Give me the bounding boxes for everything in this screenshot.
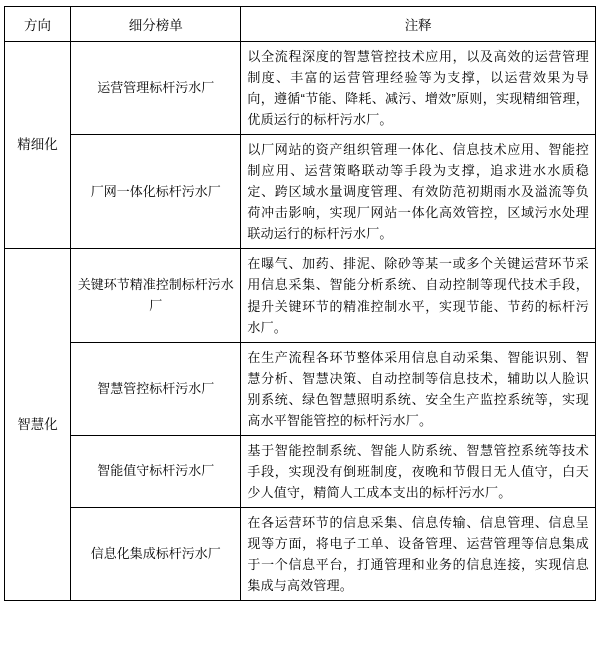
table-row bbox=[5, 507, 596, 600]
note-text: 以全流程深度的智慧管控技术应用，以及高效的运营管理制度、丰富的运营管理经验等为支撑，以运营效果为导向，遵循“节能、降耗、减污、增效”原则，实现精细管理，优质运行的标杆污水厂。 bbox=[247, 49, 589, 128]
note-text: 以厂网站的资产组织管理一体化、信息技术应用、智能控制应用、运营策略联动等手段为支撑，追求进水水质稳定、跨区域水量调度管理、有效防范初期雨水及溢流等负荷冲击影响，实现厂网站一体化高效管控，区域污水处理联动运行的标杆污水厂。 bbox=[247, 142, 589, 242]
note-cell bbox=[241, 342, 596, 435]
list-name-cell: 关键环节精准控制标杆污水厂 bbox=[71, 249, 241, 342]
column-header-list: 细分榜单 bbox=[71, 7, 241, 42]
note-text: 在各运营环节的信息采集、信息传输、信息管理、信息呈现等方面，将电子工单、设备管理、运营管理等信息集成于一个信息平台，打通管理和业务的信息连接，实现信息集成与高效管理。 bbox=[247, 514, 589, 594]
list-name-cell: 信息化集成标杆污水厂 bbox=[71, 507, 241, 600]
benchmark-plant-table bbox=[4, 6, 596, 601]
direction-cell-smart: 智慧化 bbox=[5, 249, 71, 601]
table-body bbox=[5, 42, 596, 601]
note-cell bbox=[241, 42, 596, 135]
column-header-direction: 方向 bbox=[5, 7, 71, 42]
table-row bbox=[5, 135, 596, 249]
list-name-cell: 厂网一体化标杆污水厂 bbox=[71, 135, 241, 249]
note-text: 在曝气、加药、排泥、除砂等某一或多个关键运营环节采用信息采集、智能分析系统、自动控制等现代技术手段，提升关键环节的精准控制水平，实现节能、节药的标杆污水厂。 bbox=[247, 256, 589, 335]
table-header bbox=[5, 7, 596, 42]
list-name-cell: 智能值守标杆污水厂 bbox=[71, 435, 241, 507]
note-text: 基于智能控制系统、智能人防系统、智慧管控系统等技术手段，实现没有倒班制度，夜晚和节假日无人值守，白天少人值守，精简人工成本支出的标杆污水厂。 bbox=[247, 442, 589, 500]
table-row bbox=[5, 342, 596, 435]
direction-cell-refinement: 精细化 bbox=[5, 42, 71, 249]
note-cell bbox=[241, 507, 596, 600]
note-cell bbox=[241, 249, 596, 342]
note-text: 在生产流程各环节整体采用信息自动采集、智能识别、智慧分析、智慧决策、自动控制等信息技术，辅助以人脸识别系统、绿色智慧照明系统、安全生产监控系统等，实现高水平智能管控的标杆污水厂。 bbox=[247, 349, 589, 428]
list-name-cell: 智慧管控标杆污水厂 bbox=[71, 342, 241, 435]
table-header-row bbox=[5, 7, 596, 42]
column-header-note: 注释 bbox=[241, 7, 596, 42]
table-row bbox=[5, 435, 596, 507]
table-row bbox=[5, 249, 596, 342]
note-cell bbox=[241, 435, 596, 507]
table-row bbox=[5, 42, 596, 135]
list-name-cell: 运营管理标杆污水厂 bbox=[71, 42, 241, 135]
note-cell bbox=[241, 135, 596, 249]
